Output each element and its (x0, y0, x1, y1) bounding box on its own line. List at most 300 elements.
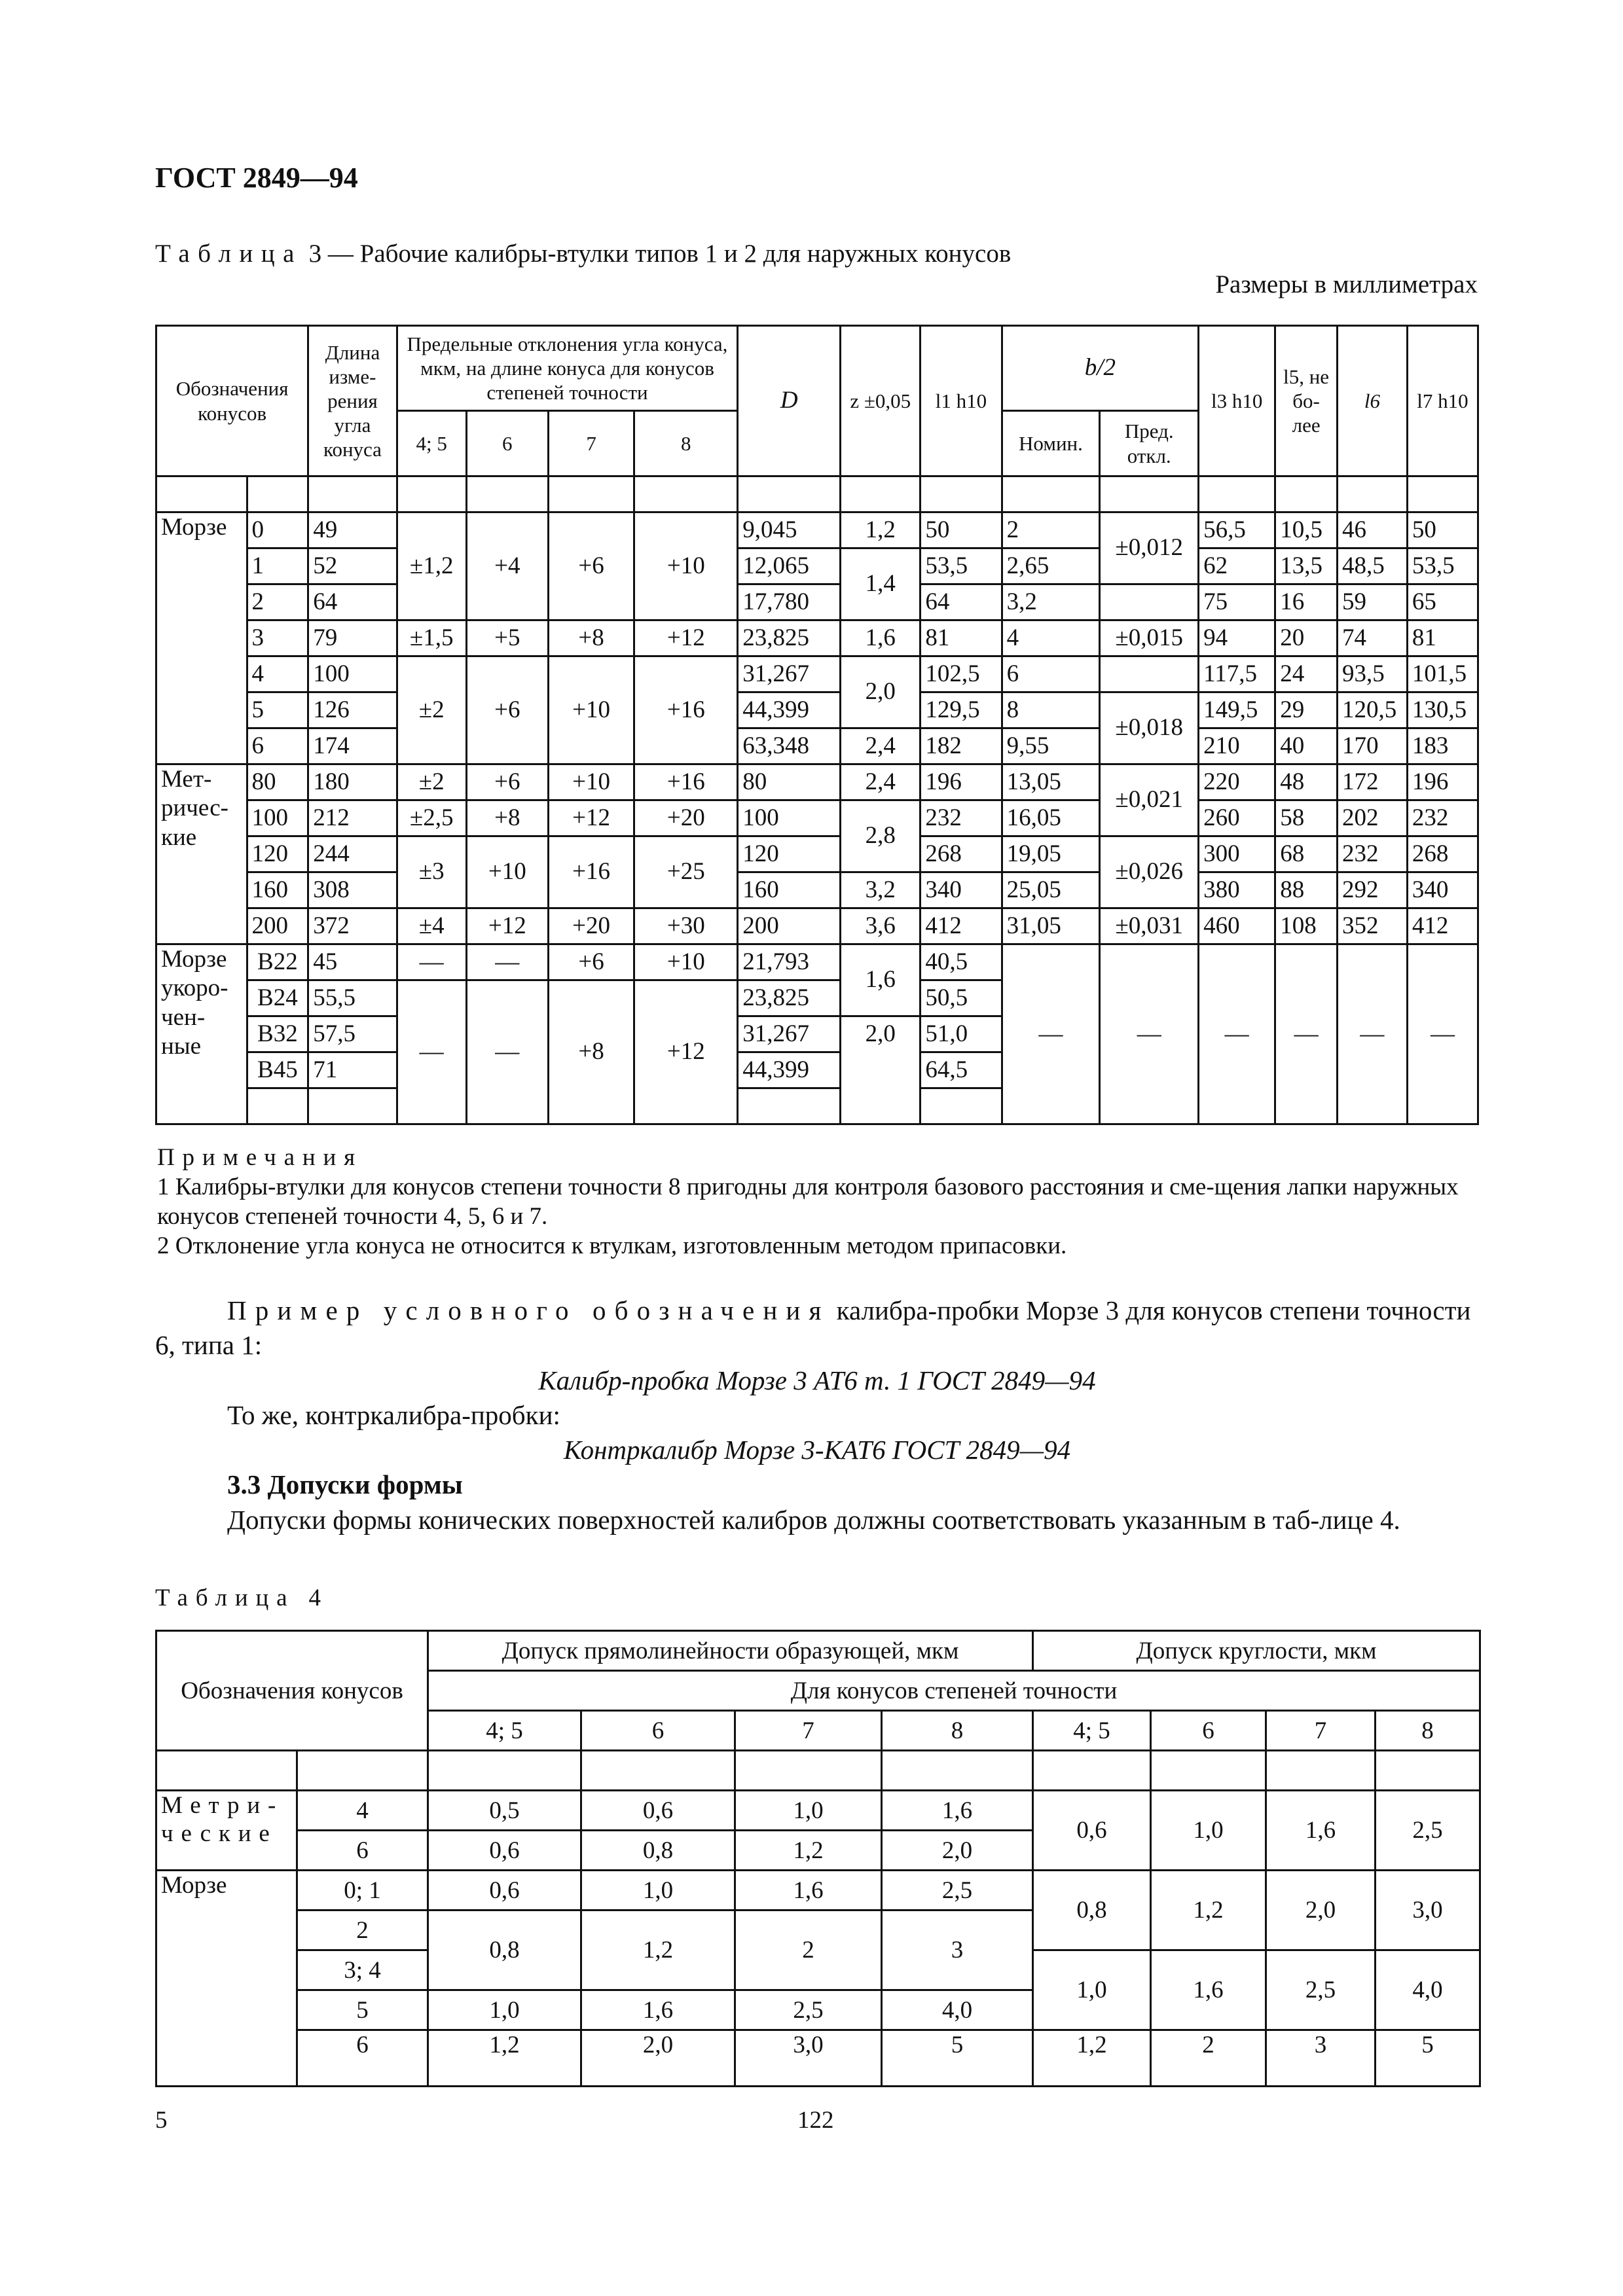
cell: 4 (247, 656, 308, 692)
cell: 2,5 (882, 1871, 1033, 1910)
cell: 180 (308, 764, 397, 800)
cell: 6 (1002, 656, 1100, 692)
cell: +12 (634, 980, 738, 1124)
cell: +10 (548, 656, 634, 764)
table3 (155, 325, 1479, 1125)
table3-header-row1 (156, 326, 1478, 411)
cell: 108 (1275, 908, 1338, 944)
th-length: Длина изме-рения угла конуса (308, 326, 397, 476)
cell: — (1002, 944, 1100, 1124)
table4-caption: Таблица 4 (155, 1585, 329, 1611)
cell: +10 (548, 764, 634, 800)
cell: 1,2 (1151, 1871, 1266, 1950)
cell: 5 (247, 692, 308, 728)
cell: 79 (308, 620, 397, 656)
cell: 3,0 (1376, 1871, 1480, 1950)
cell: 81 (1407, 620, 1478, 656)
cell: B45 (247, 1052, 308, 1088)
cell: 20 (1275, 620, 1338, 656)
th-deg-8: 8 (634, 411, 738, 476)
cell: 129,5 (921, 692, 1002, 728)
cell: +25 (634, 836, 738, 908)
cell: 80 (738, 764, 841, 800)
cell: 4 (297, 1791, 428, 1831)
cell: 23,825 (738, 620, 841, 656)
cell: 31,05 (1002, 908, 1100, 944)
t4-group-metric: Метри-ческие (156, 1791, 297, 1871)
cell: 2,65 (1002, 548, 1100, 584)
cell: 4 (1002, 620, 1100, 656)
group-metric: Мет-ричес-кие (156, 764, 247, 944)
cell: 340 (921, 872, 1002, 908)
cell: 3 (1266, 2030, 1376, 2087)
t4-deg: 6 (581, 1711, 735, 1751)
cell: 81 (921, 620, 1002, 656)
cell: ±2 (397, 764, 466, 800)
cell: 232 (1337, 836, 1407, 872)
cell: ±3 (397, 836, 466, 908)
cell: ±2,5 (397, 800, 466, 836)
cell: 1,2 (735, 1831, 882, 1871)
cell: — (1275, 944, 1338, 1124)
cell: 49 (308, 512, 397, 548)
note-2: 2 Отклонение угла конуса не относится к втулкам, изготовленным методом припасовки. (157, 1232, 1067, 1260)
cell: +10 (634, 512, 738, 620)
cell: 6 (247, 728, 308, 764)
table-row (156, 764, 1478, 800)
cell: — (1407, 944, 1478, 1124)
cell: +12 (634, 620, 738, 656)
cell: 40 (1275, 728, 1338, 764)
cell: — (466, 980, 548, 1124)
cell: 53,5 (921, 548, 1002, 584)
cell: 23,825 (738, 980, 841, 1016)
cell: 5 (297, 1990, 428, 2030)
cell: B32 (247, 1016, 308, 1052)
cell: 0,8 (428, 1910, 581, 1990)
cell: 2,0 (882, 1831, 1033, 1871)
cell: 2 (735, 1910, 882, 1990)
cell: 412 (1407, 908, 1478, 944)
cell: 308 (308, 872, 397, 908)
cell: 3,6 (841, 908, 921, 944)
cell: 50 (921, 512, 1002, 548)
group-morse: Морзе (156, 512, 247, 764)
table-row (156, 800, 1478, 836)
cell: 0,5 (428, 1791, 581, 1831)
cell: 1,2 (841, 512, 921, 548)
cell: +20 (548, 908, 634, 944)
cell: ±1,2 (397, 512, 466, 620)
cell: 71 (308, 1052, 397, 1088)
cell: 2 (1002, 512, 1100, 548)
table-row (156, 728, 1478, 764)
cell: 170 (1337, 728, 1407, 764)
cell: 0; 1 (297, 1871, 428, 1910)
th-deg-45: 4; 5 (397, 411, 466, 476)
cell: 340 (1407, 872, 1478, 908)
cell: 74 (1337, 620, 1407, 656)
cell: — (466, 944, 548, 980)
cell: 232 (921, 800, 1002, 836)
cell: 31,267 (738, 656, 841, 692)
cell: 1,2 (581, 1910, 735, 1990)
cell: 64 (308, 584, 397, 620)
cell: 62 (1199, 548, 1275, 584)
cell: 174 (308, 728, 397, 764)
th-designation: Обозначения конусов (156, 326, 308, 476)
cell: 2 (1151, 2030, 1266, 2087)
cell: 21,793 (738, 944, 841, 980)
table-row (156, 548, 1478, 584)
cell: 1,0 (428, 1990, 581, 2030)
cell: 51,0 (921, 1016, 1002, 1052)
cell: 232 (1407, 800, 1478, 836)
cell: 2,5 (1266, 1950, 1376, 2030)
cell: — (397, 944, 466, 980)
cell: 3 (882, 1910, 1033, 1990)
cell: +8 (548, 620, 634, 656)
cell: 268 (921, 836, 1002, 872)
table-row (156, 656, 1478, 692)
cell: 1,2 (1033, 2030, 1151, 2087)
cell: 2 (247, 584, 308, 620)
notes-title: Примечания (157, 1144, 363, 1171)
cell: 64 (921, 584, 1002, 620)
table-row (156, 944, 1478, 980)
t4-deg: 8 (1376, 1711, 1480, 1751)
cell: 120 (738, 836, 841, 872)
cell: 50 (1407, 512, 1478, 548)
t4-group-morse: Морзе (156, 1871, 297, 2087)
cell: 212 (308, 800, 397, 836)
cell: 93,5 (1337, 656, 1407, 692)
th-l7: l7 h10 (1407, 326, 1478, 476)
cell: 45 (308, 944, 397, 980)
cell: 6 (297, 2030, 428, 2087)
cell: 220 (1199, 764, 1275, 800)
th-deg-7: 7 (548, 411, 634, 476)
cell: 25,05 (1002, 872, 1100, 908)
cell (1100, 656, 1199, 692)
table3-caption-prefix: Таблица (155, 240, 302, 268)
th-deg-6: 6 (466, 411, 548, 476)
cell: 13,5 (1275, 548, 1338, 584)
cell: +16 (548, 836, 634, 908)
t4-deg: 7 (1266, 1711, 1376, 1751)
cell: 55,5 (308, 980, 397, 1016)
cell: 29 (1275, 692, 1338, 728)
t4-deg: 8 (882, 1711, 1033, 1751)
cell: +6 (548, 512, 634, 620)
th-D: D (738, 326, 841, 476)
example-code-1: Калибр-пробка Морзе 3 АТ6 т. 1 ГОСТ 2849—94 (538, 1365, 1096, 1395)
cell: 12,065 (738, 548, 841, 584)
cell: 13,05 (1002, 764, 1100, 800)
cell: 160 (738, 872, 841, 908)
cell: 5 (1376, 2030, 1480, 2087)
th-l5: l5, не бо-лее (1275, 326, 1338, 476)
cell: 88 (1275, 872, 1338, 908)
cell: 9,045 (738, 512, 841, 548)
cell: 57,5 (308, 1016, 397, 1052)
table-row (156, 1871, 1480, 1910)
cell: B24 (247, 980, 308, 1016)
cell: 64,5 (921, 1052, 1002, 1088)
cell: ±0,018 (1100, 692, 1199, 764)
cell: 16 (1275, 584, 1338, 620)
cell: 183 (1407, 728, 1478, 764)
table-row (156, 584, 1478, 620)
note-1: 1 Калибры-втулки для конусов степени точности 8 пригодны для контроля базового расстояния и сме-щения лапки наружных конусов степеней точности 4, 5, 6 и 7. (157, 1174, 1459, 1230)
t4-h-designation: Обозначения конусов (156, 1631, 428, 1751)
th-z: z ±0,05 (841, 326, 921, 476)
cell: — (1100, 944, 1199, 1124)
th-b2: b/2 (1002, 326, 1198, 411)
cell: ±0,015 (1100, 620, 1199, 656)
document-header: ГОСТ 2849—94 (155, 162, 358, 194)
cell: 1,6 (841, 944, 921, 1016)
cell: 300 (1199, 836, 1275, 872)
cell: 4,0 (1376, 1950, 1480, 2030)
cell: 24 (1275, 656, 1338, 692)
example-lead (155, 1293, 1479, 1363)
cell: +30 (634, 908, 738, 944)
t4-deg: 6 (1151, 1711, 1266, 1751)
table3-caption-text: 3 — Рабочие калибры-втулки типов 1 и 2 для наружных конусов (308, 240, 1012, 268)
cell: 1,6 (735, 1871, 882, 1910)
cell: 126 (308, 692, 397, 728)
section-title: 3.3 Допуски формы (227, 1469, 463, 1500)
cell: 1,0 (581, 1871, 735, 1910)
t4-h-for: Для конусов степеней точности (428, 1671, 1480, 1711)
table-row (156, 512, 1478, 548)
section-text: Допуски формы конических поверхностей калибров должны соответствовать указанным в таб-лице 4. (227, 1504, 1400, 1535)
cell: 2,5 (1376, 1791, 1480, 1871)
cell: 44,399 (738, 692, 841, 728)
cell: 59 (1337, 584, 1407, 620)
cell: 2,0 (841, 1016, 921, 1124)
cell: 352 (1337, 908, 1407, 944)
cell: ±2 (397, 656, 466, 764)
cell: 1,6 (1266, 1791, 1376, 1871)
cell: 196 (1407, 764, 1478, 800)
cell: 460 (1199, 908, 1275, 944)
cell: 1,0 (1151, 1791, 1266, 1871)
cell: 80 (247, 764, 308, 800)
cell: 100 (308, 656, 397, 692)
cell: 40,5 (921, 944, 1002, 980)
cell: 268 (1407, 836, 1478, 872)
t4-deg: 4; 5 (1033, 1711, 1151, 1751)
cell: 292 (1337, 872, 1407, 908)
cell: 120,5 (1337, 692, 1407, 728)
cell: 2,0 (841, 656, 921, 728)
cell: 3 (247, 620, 308, 656)
cell: 5 (882, 2030, 1033, 2087)
cell: +16 (634, 764, 738, 800)
cell: 1,6 (581, 1990, 735, 2030)
group-short-morse: Морзе укоро-чен-ные (156, 944, 247, 1124)
cell: 0,6 (581, 1791, 735, 1831)
cell: 2,0 (1266, 1871, 1376, 1950)
cell: 260 (1199, 800, 1275, 836)
example-code-2: Контркалибр Морзе 3-КАТ6 ГОСТ 2849—94 (563, 1435, 1071, 1465)
example-lead-rest: калибра-пробки Морзе 3 для конусов степени точности 6, типа 1: (155, 1295, 1471, 1361)
cell: — (1199, 944, 1275, 1124)
cell: 56,5 (1199, 512, 1275, 548)
t4-h-straight: Допуск прямолинейности образующей, мкм (428, 1631, 1033, 1671)
cell: 19,05 (1002, 836, 1100, 872)
cell: 160 (247, 872, 308, 908)
cell: 53,5 (1407, 548, 1478, 584)
cell: 2,8 (841, 800, 921, 872)
cell: +16 (634, 656, 738, 764)
cell: +8 (548, 980, 634, 1124)
cell: 16,05 (1002, 800, 1100, 836)
cell: 0,8 (581, 1831, 735, 1871)
cell: 94 (1199, 620, 1275, 656)
cell: 1,0 (1033, 1950, 1151, 2030)
cell: +6 (548, 944, 634, 980)
cell: 52 (308, 548, 397, 584)
cell: 75 (1199, 584, 1275, 620)
cell: ±0,031 (1100, 908, 1199, 944)
table-row (156, 908, 1478, 944)
th-l6: l6 (1337, 326, 1407, 476)
page-number: 122 (797, 2107, 834, 2134)
cell: 130,5 (1407, 692, 1478, 728)
cell: 149,5 (1199, 692, 1275, 728)
cell: 3,2 (1002, 584, 1100, 620)
cell: 1 (247, 548, 308, 584)
cell: 182 (921, 728, 1002, 764)
cell: +12 (466, 908, 548, 944)
cell: 101,5 (1407, 656, 1478, 692)
cell: 48,5 (1337, 548, 1407, 584)
cell: +20 (634, 800, 738, 836)
cell: 202 (1337, 800, 1407, 836)
t4-h-round: Допуск круглости, мкм (1033, 1631, 1480, 1671)
table4-spacer (156, 1751, 1480, 1791)
cell: 117,5 (1199, 656, 1275, 692)
cell: 3,2 (841, 872, 921, 908)
cell: 0,6 (428, 1871, 581, 1910)
cell: 100 (738, 800, 841, 836)
th-deviation: Предельные отклонения угла конуса, мкм, на длине конуса для конусов степеней точности (397, 326, 738, 411)
cell: 196 (921, 764, 1002, 800)
footer-left: 5 (155, 2107, 168, 2134)
cell: 31,267 (738, 1016, 841, 1052)
cell: 0,6 (1033, 1791, 1151, 1871)
cell: 48 (1275, 764, 1338, 800)
cell: 6 (297, 1831, 428, 1871)
th-l3: l3 h10 (1199, 326, 1275, 476)
table3-spacer (156, 476, 1478, 512)
cell: +10 (634, 944, 738, 980)
table-row (156, 872, 1478, 908)
th-l1: l1 h10 (921, 326, 1002, 476)
cell: 1,6 (841, 620, 921, 656)
cell: ±0,012 (1100, 512, 1199, 584)
table3-units: Размеры в миллиметрах (1215, 270, 1478, 298)
cell: 1,6 (882, 1791, 1033, 1831)
cell: 200 (738, 908, 841, 944)
cell: 372 (308, 908, 397, 944)
cell: ±0,021 (1100, 764, 1199, 836)
cell: 172 (1337, 764, 1407, 800)
cell: 10,5 (1275, 512, 1338, 548)
cell: 2,5 (735, 1990, 882, 2030)
cell: — (397, 980, 466, 1124)
cell: +10 (466, 836, 548, 908)
table-row (156, 1791, 1480, 1831)
cell: 2 (297, 1910, 428, 1950)
cell: 0,6 (428, 1831, 581, 1871)
notes (157, 1143, 1480, 1261)
cell: 3,0 (735, 2030, 882, 2087)
t4-deg: 7 (735, 1711, 882, 1751)
cell: 2,0 (581, 2030, 735, 2087)
cell: 17,780 (738, 584, 841, 620)
table4-header-row1 (156, 1631, 1480, 1671)
cell: 1,0 (735, 1791, 882, 1831)
cell: 9,55 (1002, 728, 1100, 764)
table-row (156, 620, 1478, 656)
table3-caption (155, 239, 1011, 268)
cell: 65 (1407, 584, 1478, 620)
cell: 46 (1337, 512, 1407, 548)
table-row (156, 692, 1478, 728)
cell: 1,4 (841, 548, 921, 620)
table4 (155, 1630, 1481, 2087)
cell: ±4 (397, 908, 466, 944)
cell: 100 (247, 800, 308, 836)
cell (1100, 584, 1199, 620)
cell: 244 (308, 836, 397, 872)
cell: +4 (466, 512, 548, 620)
cell: 2,4 (841, 728, 921, 764)
cell: 102,5 (921, 656, 1002, 692)
cell: 0 (247, 512, 308, 548)
cell: ±1,5 (397, 620, 466, 656)
cell: +6 (466, 656, 548, 764)
cell: 58 (1275, 800, 1338, 836)
cell: +6 (466, 764, 548, 800)
cell: ±0,026 (1100, 836, 1199, 908)
cell: +5 (466, 620, 548, 656)
cell: 2,4 (841, 764, 921, 800)
cell: 4,0 (882, 1990, 1033, 2030)
cell: 3; 4 (297, 1950, 428, 1990)
example-same: То же, контркалибра-пробки: (227, 1399, 560, 1430)
cell: 50,5 (921, 980, 1002, 1016)
cell: 120 (247, 836, 308, 872)
example-block (155, 1293, 1479, 1537)
table-row (156, 836, 1478, 872)
th-pred: Пред. откл. (1100, 411, 1199, 476)
cell: +12 (548, 800, 634, 836)
cell: 1,6 (1151, 1950, 1266, 2030)
cell: 200 (247, 908, 308, 944)
cell: 68 (1275, 836, 1338, 872)
cell: 380 (1199, 872, 1275, 908)
th-nom: Номин. (1002, 411, 1100, 476)
t4-deg: 4; 5 (428, 1711, 581, 1751)
cell: 63,348 (738, 728, 841, 764)
example-lead-spaced: Пример условного обозначения (227, 1295, 830, 1325)
cell: 412 (921, 908, 1002, 944)
